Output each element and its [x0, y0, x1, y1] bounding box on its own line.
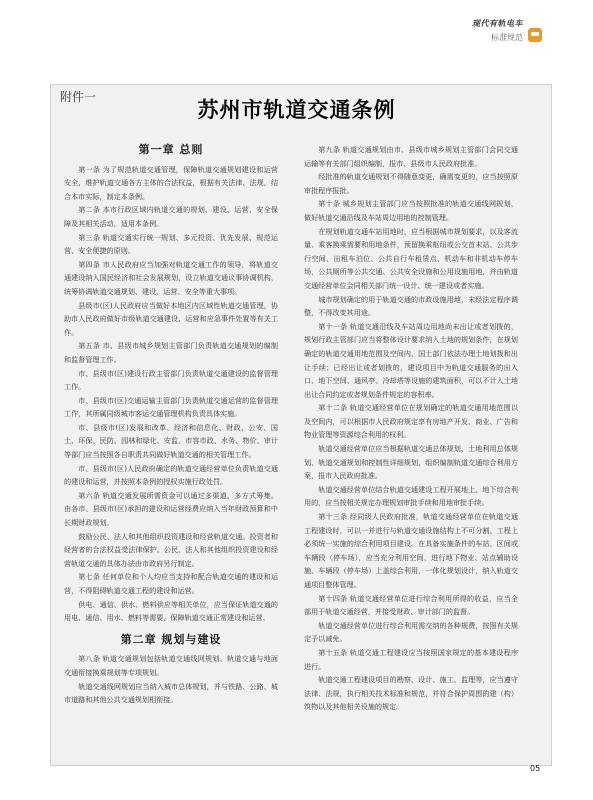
article-paragraph: 鼓励公民、法人和其他组织投资建设和经营轨道交通。投资者和经营者的合法权益受法律保护。公民、法人和其他组织投资建设和经营轨道交通的具体办法由市政府另行制定。 [64, 531, 278, 568]
chapter-heading: 第二章 规划与建设 [120, 632, 222, 646]
article-paragraph: 市、县级市(区)建设行政主管部门负责轨道交通建设的监督管理工作。 [64, 368, 278, 392]
left-column [64, 143, 278, 707]
article-paragraph: 第一条 为了规范轨道交通管理，保障轨道交通规划建设和运营安全，维护轨道交通各方主体的合法权益，根据有关法律、法规，结合本市实际，制定本条例。 [64, 164, 278, 201]
article-paragraph: 第九条 轨道交通规划由市、县级市城乡规划主管部门会同交通运输等有关部门组织编制，报市、县级市人民政府批准。 [304, 145, 518, 168]
article-paragraph: 第十二条 轨道交通经营单位在规划确定的轨道交通用地范围以及空间内，可以根据市人民政府规定享有房地产开发、商业、广告和物业管理等资源综合利用的权利。 [304, 403, 518, 440]
article-paragraph: 第五条 市、县级市城乡规划主管部门负责轨道交通规划的编制和监督管理工作。 [64, 341, 278, 364]
article-paragraph: 第八条 轨道交通规划包括轨道交通线网规划、轨道交通与地面交通衔接换乘规划等专项规划。 [64, 654, 278, 677]
article-paragraph: 第六条 轨道交通发展所需资金可以通过多渠道、多方式筹集。由各市、县级市(区)承担的建设和运营经费应纳入当年财政预算和中长期财政规划。 [64, 490, 278, 528]
article-paragraph: 市、县级市(区)人民政府确定的轨道交通经营单位负责轨道交通的建设和运营，并按照本条例的授权实施行政处罚。 [64, 463, 278, 487]
chapter-heading: 第一章 总则 [138, 143, 204, 156]
logo-text: 现代有轨电车 [472, 18, 523, 28]
article-paragraph: 第十五条 轨道交通工程建设应当按照国家规定的基本建设程序进行。 [304, 647, 518, 671]
header-logo [455, 18, 523, 43]
article-paragraph: 第十条 城乡规划主管部门应当按照批准的轨道交通线网规划，做好轨道交通沿线及车站周边用地的控制管理。 [304, 199, 518, 222]
article-paragraph: 轨道交通经营单位应当根据轨道交通总体规划、土地利用总体规划、轨道交通规划和控制性详细规划，组织编制轨道交通综合利用方案，报市人民政府批准。 [304, 444, 518, 481]
article-paragraph: 供电、通信、供水、燃料供应等相关单位，应当保证轨道交通的用电、通信、用水、燃料等需要，保障轨道交通正常建设和运营。 [64, 599, 278, 623]
article-paragraph: 第三条 轨道交通实行统一规划、多元投资、优先发展、规范运营、安全便捷的原则。 [64, 232, 278, 256]
article-paragraph: 第十一条 轨道交通沿线及车站周边用地尚未出让或者划拨的，规划行政主管部门应当将整体设计要求纳入土地的规划条件，在规划确定的轨道交通用地范围及空间内，国土部门依法办理土地划拨和出让手续；已经出让或者划拨的，建设项目中为轨道交通服务的出入口、地下空间、通风亭、冷却塔等设施的建筑面积，可以不计入土地出让合同约定或者规划条件规定的容积率。 [304, 321, 518, 399]
appendix-label: 附件一 [60, 90, 97, 104]
section-label: 标准规范 [491, 33, 523, 42]
article-paragraph: 轨道交通线网规划应当纳入城市总体规划，并与铁路、公路、城市道路和其他公共交通规划相衔接。 [64, 681, 278, 705]
article-paragraph: 轨道交通经营单位结合轨道交通建设工程开展地上、地下综合利用的，应当按相关规定办理规划审批手续和用地审批手续。 [304, 484, 518, 508]
article-paragraph: 在规划轨道交通车站用地时，应当根据城市规划要求，以及客流量、乘客换乘需要和用地条件，预留换乘枢纽或公交首末站、公共步行空间、出租车泊位、公共自行车租赁点、机动车和非机动车停车场，公共厕所等公共交通、公共安全设施和公用设施用地，并由轨道交通经营单位会同相关部门统一设计、统一建设或者实施。 [304, 226, 518, 290]
article-paragraph: 市、县级市(区)发展和改革、经济和信息化、财政、公安、国土、环保、民防、园林和绿化、安监、市容市政、水务、物价、审计等部门应当按照各自职责共同做好轨道交通的相关管理工作。 [64, 422, 278, 460]
article-paragraph: 市、县级市(区)交通运输主管部门负责轨道交通运营的监督管理工作，其所属同级城市客运交通管理机构负责具体实施。 [64, 395, 278, 419]
article-paragraph: 第二条 本市行政区域内轨道交通的规划、建设、运营、安全保障及其相关活动，适用本条例。 [64, 205, 278, 228]
article-paragraph: 轨道交通工程建设项目的勘察、设计、施工、监理等，应当遵守法律、法规，执行相关技术标准和规范，并符合保护周围的建（构）筑物以及其他相关设施的规定。 [304, 675, 518, 712]
article-paragraph: 轨道交通经营单位进行综合利用需交纳的各种规费，按照有关规定予以减免。 [304, 620, 518, 644]
tram-icon [528, 28, 542, 42]
article-paragraph: 城市规划确定的用于轨道交通的市政设施用地，未经法定程序调整，不得改变其用途。 [304, 294, 518, 318]
article-paragraph: 第七条 任何单位和个人均应当支持和配合轨道交通的建设和运营，不得阻碍轨道交通工程的建设和运营。 [64, 572, 278, 595]
page-number: 05 [530, 764, 541, 773]
article-paragraph: 县级市(区)人民政府应当做好本地区内区域性轨道交通管理，协助市人民政府做好市级轨道交通建设、运营和应急事件处置等有关工作。 [64, 300, 278, 337]
page-title: 苏州市轨道交通条例 [197, 98, 396, 122]
article-paragraph: 第十三条 经同级人民政府批准，轨道交通经营单位在轨道交通工程建设时，可以一并进行与轨道交通设施结构上不可分割、工程上必须统一实施的综合利用项目建设。在具备实施条件的车站、区间或车辆段（停车场），应当充分利用空间，进行地下物业、站点辅助设施、车辆段（停车场）上盖综合利用，一体化规划设计，纳入轨道交通项目整体管理。 [304, 512, 518, 589]
article-paragraph: 第十四条 轨道交通经营单位进行综合利用所得的收益，应当全部用于轨道交通经营，并接受财政、审计部门的监督。 [304, 593, 518, 617]
article-paragraph: 经批准的轨道交通规划不得随意变更，确需变更的，应当按照原审批程序报批。 [304, 172, 518, 195]
article-paragraph: 第四条 市人民政府应当加强对轨道交通工作的领导，将轨道交通建设纳入国民经济和社会发展规划，设立轨道交通议事协调机构，统筹协调轨道交通规划、建设、运营、安全等重大事项。 [64, 259, 278, 296]
right-column [304, 143, 518, 714]
